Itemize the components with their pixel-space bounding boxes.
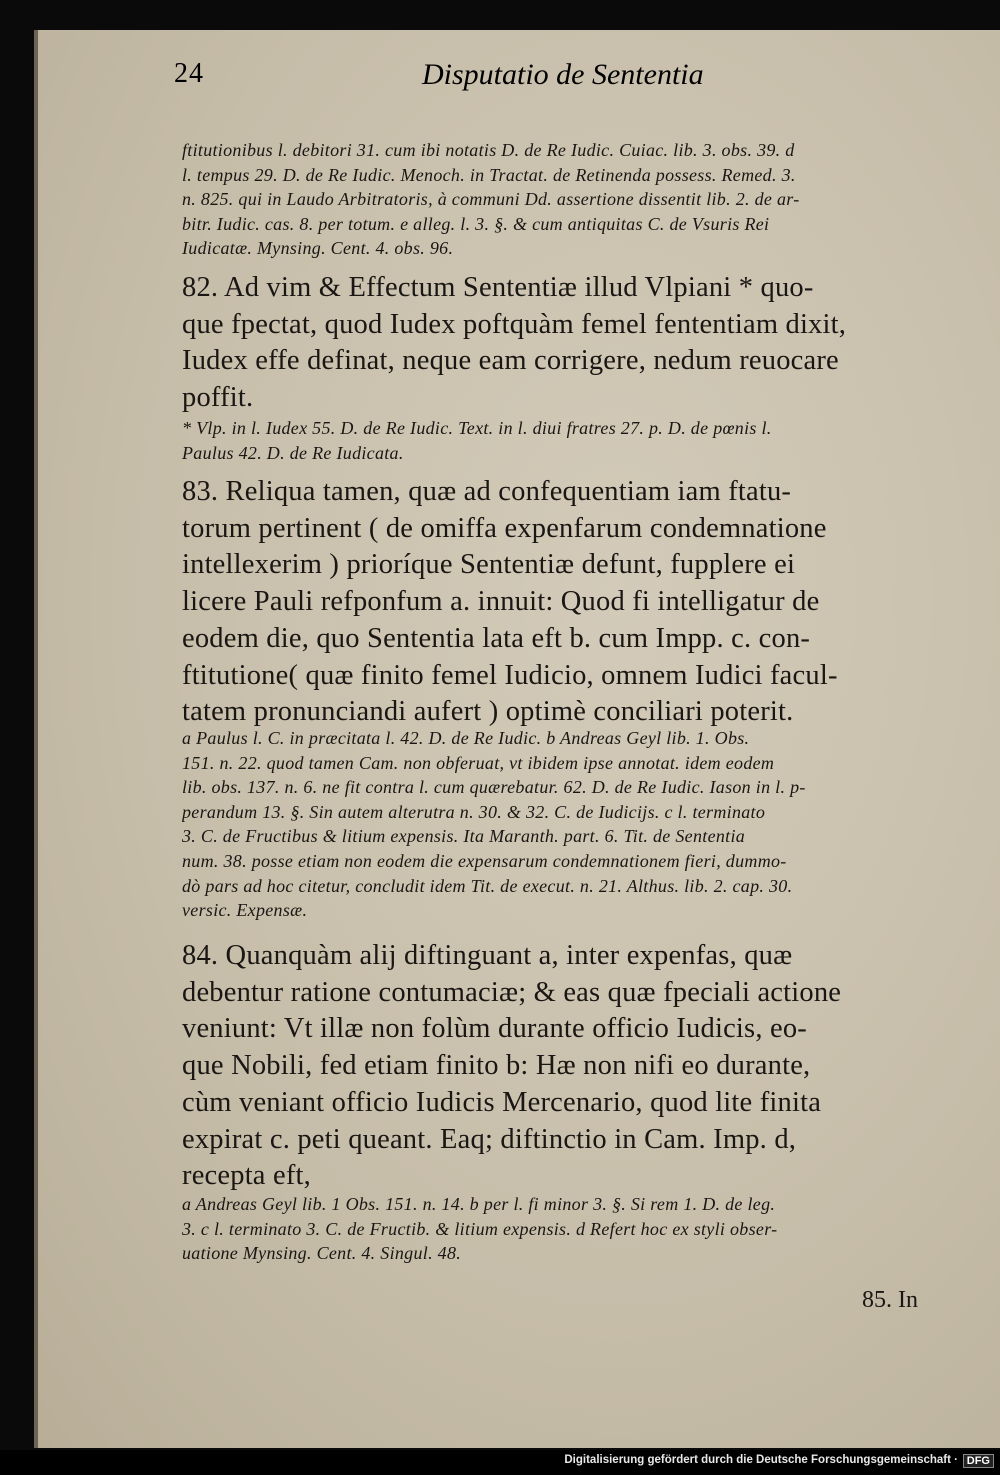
text-line: torum pertinent ( de omiffa expenfarum condemnatione [182, 512, 827, 544]
text-line: debentur ratione contumaciæ; & eas quæ fpeciali actione [182, 976, 842, 1008]
note-line: bitr. Iudic. cas. 8. per totum. e alleg. l. 3. §. & cum antiquitas C. de Vsuris Rei [182, 213, 770, 234]
paragraph-84 [182, 938, 942, 1195]
funding-notice: Digitalisierung gefördert durch die Deutsche Forschungsgemeinschaft · [564, 1454, 958, 1466]
page-number: 24 [174, 58, 204, 89]
note-line: a Paulus l. C. in præcitata l. 42. D. de Re Iudic. b Andreas Geyl lib. 1. Obs. [182, 728, 750, 748]
text-line: licere Pauli refponfum a. innuit: Quod fi intelligatur de [182, 586, 820, 618]
footnote-82 [182, 416, 942, 465]
text-line: veniunt: Vt illæ non folùm durante officio Iudicis, eo- [182, 1013, 807, 1045]
note-line: ftitutionibus l. debitori 31. cum ibi notatis D. de Re Iudic. Cuiac. lib. 3. obs. 39. d [182, 140, 795, 160]
note-line: perandum 13. §. Sin autem alterutra n. 30. & 32. C. de Iudicijs. c l. terminato [182, 801, 766, 822]
running-title: Disputatio de Sententia [422, 58, 704, 91]
text-line: que Nobili, fed etiam finito b: Hæ non nifi eo durante, [182, 1050, 811, 1082]
text-line: expirat c. peti queant. Eaq; diftinctio in Cam. Imp. d, [182, 1123, 797, 1155]
paragraph-82 [182, 270, 942, 417]
note-line: 151. n. 22. quod tamen Cam. non obferuat, vt ibidem ipse annotat. idem eodem [182, 752, 775, 773]
note-line: uatione Mynsing. Cent. 4. Singul. 48. [182, 1243, 462, 1264]
footnote-84 [182, 1192, 942, 1266]
paragraph-83 [182, 474, 942, 731]
footer-bar [0, 1450, 1000, 1475]
text-line: que fpectat, quod Iudex poftquàm femel fententiam dixit, [182, 308, 847, 340]
running-header [174, 58, 934, 98]
note-line: a Andreas Geyl lib. 1 Obs. 151. n. 14. b per l. fi minor 3. §. Si rem 1. D. de leg. [182, 1194, 776, 1214]
catchword: 85. In [862, 1287, 918, 1313]
note-line: dò pars ad hoc citetur, concludit idem Tit. de execut. n. 21. Althus. lib. 2. cap. 30. [182, 875, 793, 896]
note-line: 3. c l. terminato 3. C. de Fructib. & litium expensis. d Refert hoc ex styli obser- [182, 1218, 778, 1239]
text-line: cùm veniant officio Iudicis Mercenario, quod lite finita [182, 1086, 822, 1118]
text-line: eodem die, quo Sententia lata eft b. cum Impp. c. con- [182, 622, 811, 654]
note-line: lib. obs. 137. n. 6. ne fit contra l. cum quærebatur. 62. D. de Re Iudic. Iason in l. p- [182, 777, 806, 798]
text-line: 82. Ad vim & Effectum Sententiæ illud Vlpiani * quo- [182, 272, 814, 303]
text-line: recepta eft, [182, 1160, 311, 1192]
note-line: versic. Expensæ. [182, 900, 308, 921]
note-line: Paulus 42. D. de Re Iudicata. [182, 442, 404, 463]
note-line: 3. C. de Fructibus & litium expensis. Ita Maranth. part. 6. Tit. de Sententia [182, 826, 746, 847]
dfg-logo: DFG [963, 1454, 994, 1468]
note-line: Iudicatæ. Mynsing. Cent. 4. obs. 96. [182, 238, 454, 259]
note-line: n. 825. qui in Laudo Arbitratoris, à communi Dd. assertione dissentit lib. 2. de ar- [182, 189, 800, 210]
note-line: num. 38. posse etiam non eodem die expensarum condemnationem fieri, dummo- [182, 850, 787, 871]
text-line: 84. Quanquàm alij diftinguant a, inter expenfas, quæ [182, 940, 793, 971]
text-line: poffit. [182, 382, 254, 414]
text-line: ftitutione( quæ finito femel Iudicio, omnem Iudici facul- [182, 659, 838, 691]
footnote-83 [182, 726, 942, 923]
text-line: tatem pronunciandi aufert ) optimè conciliari poterit. [182, 696, 794, 728]
text-line: Iudex effe definat, neque eam corrigere, nedum reuocare [182, 345, 839, 377]
note-line: l. tempus 29. D. de Re Iudic. Menoch. in Tractat. de Retinenda possess. Remed. 3. [182, 164, 796, 185]
footnote-top [182, 138, 942, 261]
text-line: intellexerim ) prioríque Sententiæ defunt, fupplere ei [182, 549, 796, 581]
note-line: * Vlp. in l. Iudex 55. D. de Re Iudic. Text. in l. diui fratres 27. p. D. de pœnis l. [182, 418, 772, 438]
text-line: 83. Reliqua tamen, quæ ad confequentiam iam ftatu- [182, 476, 792, 507]
